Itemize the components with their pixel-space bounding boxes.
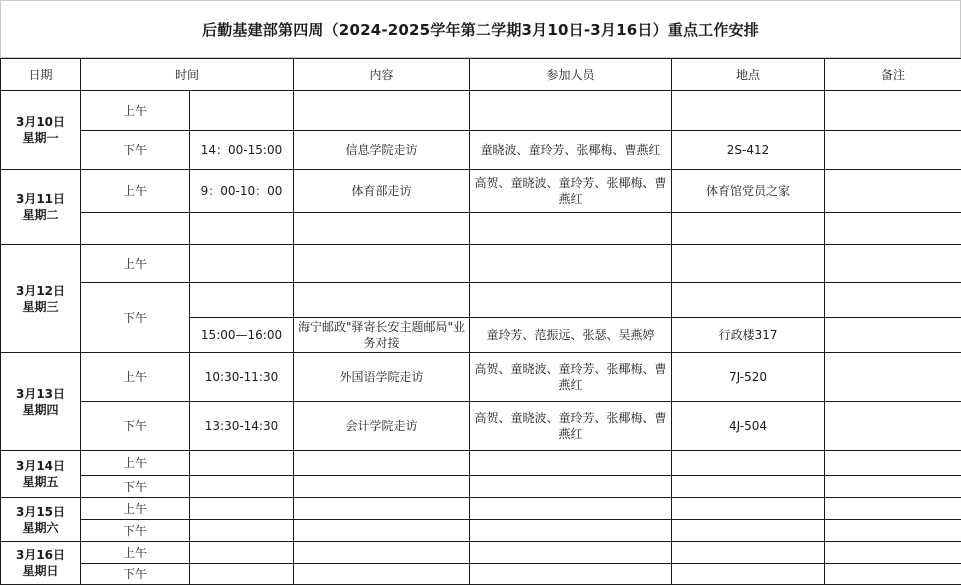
location-cell	[672, 451, 825, 476]
people-cell	[470, 564, 672, 585]
date-cell	[1, 91, 81, 170]
date-cell	[1, 451, 81, 498]
location-cell: 行政楼317	[672, 318, 825, 353]
date-label: 3月15日	[15, 504, 66, 519]
time-cell: 10:30-11:30	[190, 353, 294, 402]
people-cell: 童玲芳、范振远、张瑟、吴燕婷	[470, 318, 672, 353]
people-cell	[470, 451, 672, 476]
people-cell	[470, 283, 672, 318]
notes-cell	[825, 476, 961, 498]
location-cell: 7J-520	[672, 353, 825, 402]
time-cell: 13:30-14:30	[190, 402, 294, 451]
period-label: 上午	[81, 245, 190, 283]
table-row	[1, 213, 961, 245]
table-row	[1, 476, 961, 498]
period-label: 下午	[81, 402, 190, 451]
date-label: 3月12日	[15, 283, 66, 298]
date-cell	[1, 498, 81, 542]
table-row	[1, 245, 961, 283]
location-cell	[672, 520, 825, 542]
people-cell: 童晓波、童玲芳、张椰梅、曹燕红	[470, 131, 672, 170]
content-cell: 体育部走访	[294, 170, 470, 213]
people-cell	[470, 476, 672, 498]
date-cell	[1, 353, 81, 451]
notes-cell	[825, 542, 961, 564]
location-cell: 2S-412	[672, 131, 825, 170]
header-people: 参加人员	[470, 59, 672, 91]
people-cell: 高贺、童晓波、童玲芳、张椰梅、曹燕红	[470, 402, 672, 451]
notes-cell	[825, 283, 961, 318]
people-cell	[470, 498, 672, 520]
content-cell	[294, 451, 470, 476]
time-cell	[190, 91, 294, 131]
content-cell	[294, 564, 470, 585]
period-label: 上午	[81, 91, 190, 131]
content-cell	[294, 520, 470, 542]
period-label: 下午	[81, 520, 190, 542]
time-cell	[190, 564, 294, 585]
notes-cell	[825, 498, 961, 520]
weekday-label: 星期二	[22, 208, 59, 222]
period-label: 上午	[81, 353, 190, 402]
content-cell	[294, 245, 470, 283]
content-cell	[294, 542, 470, 564]
location-cell: 体育馆党员之家	[672, 170, 825, 213]
notes-cell	[825, 245, 961, 283]
time-cell	[190, 245, 294, 283]
notes-cell	[825, 451, 961, 476]
table-row	[1, 451, 961, 476]
date-label: 3月16日	[15, 548, 66, 562]
header-date: 日期	[1, 59, 81, 91]
notes-cell	[825, 353, 961, 402]
notes-cell	[825, 564, 961, 585]
weekday-label: 星期日	[22, 564, 59, 578]
content-cell	[294, 213, 470, 245]
table-row	[1, 283, 961, 318]
table-row	[1, 170, 961, 213]
time-cell	[190, 451, 294, 476]
date-label: 3月13日	[15, 386, 66, 401]
table-row	[1, 520, 961, 542]
period-label: 下午	[81, 131, 190, 170]
notes-cell	[825, 131, 961, 170]
people-cell: 高贺、童晓波、童玲芳、张椰梅、曹燕红	[470, 353, 672, 402]
location-cell	[672, 498, 825, 520]
content-cell: 信息学院走访	[294, 131, 470, 170]
time-cell	[190, 213, 294, 245]
header-content: 内容	[294, 59, 470, 91]
time-cell: 15:00—16:00	[190, 318, 294, 353]
location-cell	[672, 283, 825, 318]
page-title: 后勤基建部第四周（2024-2025学年第二学期3月10日-3月16日）重点工作安排	[0, 0, 961, 58]
header-time: 时间	[81, 59, 294, 91]
table-row	[1, 131, 961, 170]
period-label: 上午	[81, 542, 190, 564]
period-label: 下午	[81, 283, 190, 353]
period-label: 上午	[81, 451, 190, 476]
notes-cell	[825, 91, 961, 131]
table-row	[1, 353, 961, 402]
location-cell	[672, 564, 825, 585]
content-cell	[294, 476, 470, 498]
weekday-label: 星期五	[22, 475, 59, 489]
header-row	[1, 59, 961, 91]
people-cell: 高贺、童晓波、童玲芳、张椰梅、曹燕红	[470, 170, 672, 213]
people-cell	[470, 91, 672, 131]
time-cell	[190, 283, 294, 318]
table-row	[1, 564, 961, 585]
table-row	[1, 91, 961, 131]
location-cell	[672, 542, 825, 564]
location-cell	[672, 476, 825, 498]
weekday-label: 星期四	[22, 402, 59, 417]
date-cell	[1, 170, 81, 245]
header-location: 地点	[672, 59, 825, 91]
time-cell	[190, 476, 294, 498]
content-cell	[294, 283, 470, 318]
table-row	[1, 402, 961, 451]
period-label	[81, 213, 190, 245]
weekday-label: 星期一	[22, 131, 59, 145]
table-row	[1, 542, 961, 564]
date-cell	[1, 542, 81, 585]
content-cell: 海宁邮政"驿寄长安主题邮局"业务对接	[294, 318, 470, 353]
time-cell: 14：00-15:00	[190, 131, 294, 170]
notes-cell	[825, 402, 961, 451]
content-cell: 外国语学院走访	[294, 353, 470, 402]
content-cell: 会计学院走访	[294, 402, 470, 451]
location-cell	[672, 213, 825, 245]
time-cell	[190, 498, 294, 520]
time-cell: 9：00-10：00	[190, 170, 294, 213]
period-label: 下午	[81, 476, 190, 498]
date-label: 3月14日	[15, 459, 66, 473]
time-cell	[190, 520, 294, 542]
notes-cell	[825, 318, 961, 353]
location-cell: 4J-504	[672, 402, 825, 451]
period-label: 上午	[81, 170, 190, 213]
period-label: 上午	[81, 498, 190, 520]
notes-cell	[825, 213, 961, 245]
people-cell	[470, 520, 672, 542]
table-row	[1, 498, 961, 520]
period-label: 下午	[81, 564, 190, 585]
schedule-table	[0, 58, 961, 585]
content-cell	[294, 498, 470, 520]
time-cell	[190, 542, 294, 564]
notes-cell	[825, 520, 961, 542]
location-cell	[672, 91, 825, 131]
date-cell	[1, 245, 81, 353]
weekday-label: 星期三	[22, 299, 59, 314]
date-label: 3月11日	[15, 192, 66, 206]
people-cell	[470, 245, 672, 283]
people-cell	[470, 213, 672, 245]
date-label: 3月10日	[15, 115, 66, 129]
notes-cell	[825, 170, 961, 213]
header-notes: 备注	[825, 59, 961, 91]
people-cell	[470, 542, 672, 564]
location-cell	[672, 245, 825, 283]
weekday-label: 星期六	[22, 520, 59, 535]
content-cell	[294, 91, 470, 131]
